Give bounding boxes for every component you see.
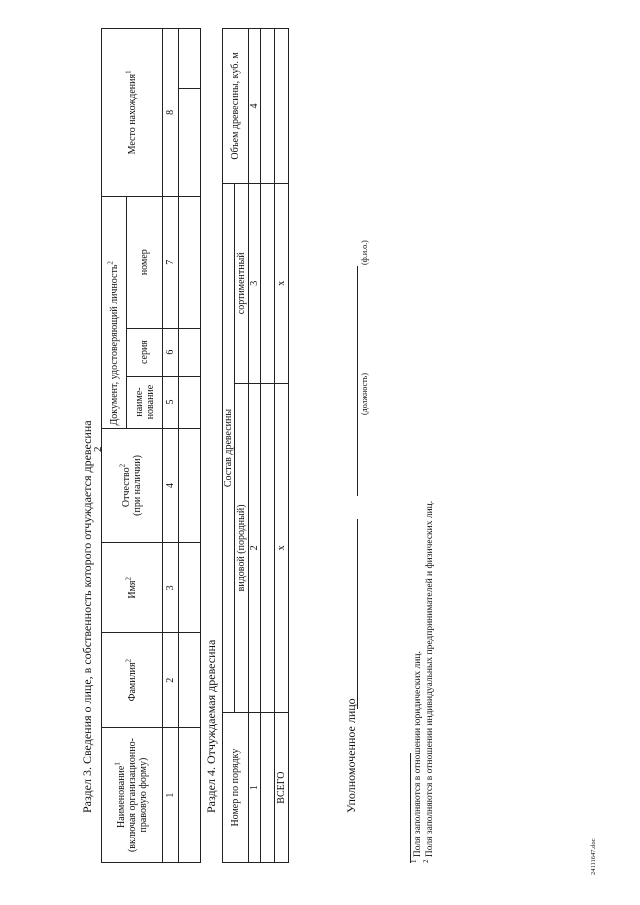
col-number: 5 — [163, 376, 179, 428]
empty-cell — [261, 383, 275, 713]
section3-title: Раздел 3. Сведения о лице, в собственность которого отчуждается древесина — [80, 420, 94, 813]
total-x: х — [275, 183, 289, 383]
footnote-separator — [410, 753, 411, 863]
section4-table — [222, 28, 289, 863]
empty-cell — [179, 633, 201, 728]
col-number: 4 — [163, 428, 179, 543]
col-name-header: Наименование$^1$ (включая организационно-правовую форму) — [102, 728, 163, 863]
col-volume-header: Объем древесины, куб. м — [223, 29, 249, 184]
col-number: 2 — [163, 633, 179, 728]
page-number: 2 — [92, 446, 104, 452]
col-id-doc-header: Документ, удостоверяющий личность$^2$ — [102, 196, 127, 428]
empty-cell — [275, 29, 289, 184]
footnote-1: $^1$ Поля заполняются в отношении юридических лиц. — [409, 651, 423, 863]
col-assortment-header: сортиментный — [235, 183, 249, 383]
col-number: 1 — [249, 713, 261, 863]
col-composition-header: Состав древесины — [223, 183, 235, 712]
col-location-header: Место нахождения$^1$ — [102, 29, 163, 197]
section3-table — [101, 28, 201, 863]
col-number: 8 — [163, 29, 179, 197]
col-surname-header: Фамилия$^2$ — [102, 633, 163, 728]
empty-cell — [179, 196, 201, 328]
col-firstname-header: Имя$^2$ — [102, 543, 163, 633]
empty-cell — [179, 428, 201, 543]
col-number: 7 — [163, 196, 179, 328]
col-id-doc-number-header: номер — [127, 196, 163, 328]
document-id: 24111647.doc — [590, 838, 597, 875]
col-number: 3 — [249, 183, 261, 383]
signature-line-signature — [357, 266, 358, 496]
col-number: 4 — [249, 29, 261, 184]
col-number: 6 — [163, 328, 179, 376]
col-number: 3 — [163, 543, 179, 633]
empty-cell — [261, 183, 275, 383]
empty-cell — [179, 29, 201, 89]
total-x: х — [275, 383, 289, 713]
col-species-header: видовой (породный) — [235, 383, 249, 713]
signature-line-position — [357, 519, 358, 709]
position-caption: (должность) — [360, 373, 369, 415]
empty-cell — [179, 376, 201, 428]
col-number: 2 — [249, 383, 261, 713]
empty-cell — [179, 328, 201, 376]
col-patronymic-header: Отчество$^2$ (при наличии) — [102, 428, 163, 543]
empty-cell — [179, 88, 201, 196]
empty-cell — [261, 29, 275, 184]
empty-cell — [179, 543, 201, 633]
fio-caption: (ф.и.о.) — [360, 240, 369, 265]
authorized-person-label: Уполномоченное лицо — [344, 698, 358, 813]
total-label: ВСЕГО — [275, 713, 289, 863]
section4-title: Раздел 4. Отчуждаемая древесина — [204, 639, 218, 813]
col-id-doc-name-header: наиме-нование — [127, 376, 163, 428]
footnote-2: $^2$ Поля заполняются в отношении индивидуальных предпринимателей и физических лиц. — [421, 500, 435, 863]
empty-cell — [261, 713, 275, 863]
col-id-doc-series-header: серия — [127, 328, 163, 376]
col-order-header: Номер по порядку — [223, 713, 249, 863]
col-number: 1 — [163, 728, 179, 863]
empty-cell — [179, 728, 201, 863]
